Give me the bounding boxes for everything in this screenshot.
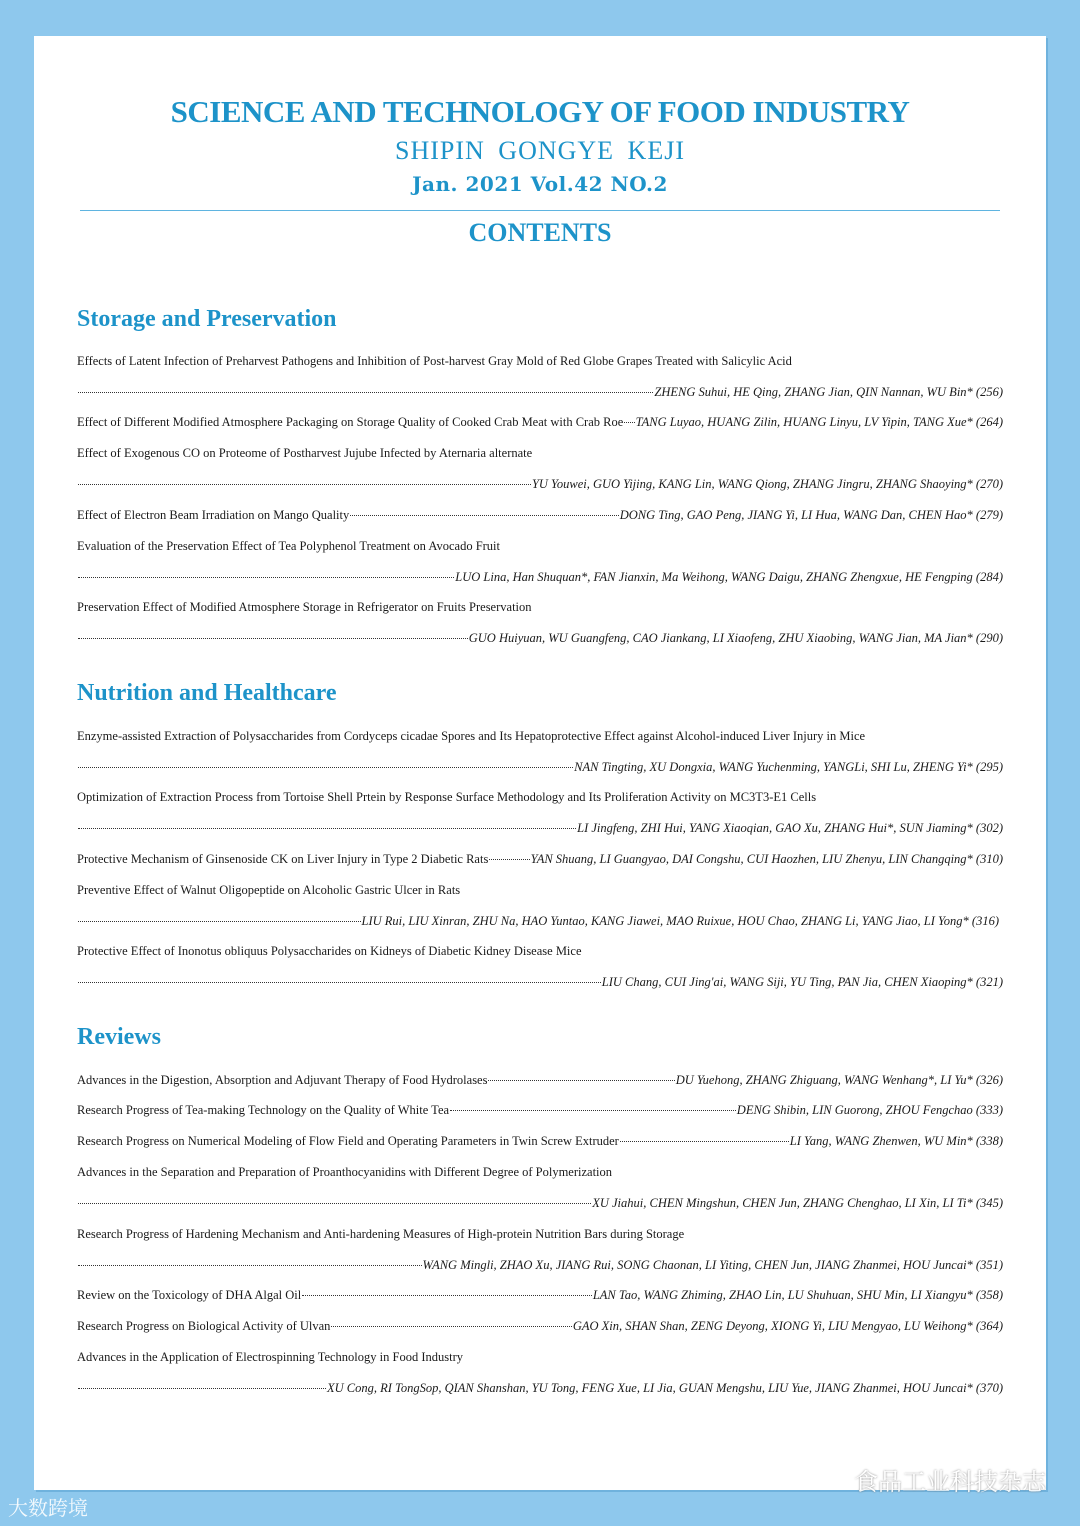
leader-dots: [302, 1294, 592, 1296]
entry-authors: LIU Chang, CUI Jing'ai, WANG Siji, YU Ting, PAN Jia, CHEN Xiaoping* (321): [601, 975, 1003, 989]
leader-dots: [78, 576, 454, 578]
toc-entry[interactable]: [77, 411, 1003, 433]
toc-entry[interactable]: [77, 1223, 1003, 1245]
entry-title: Preservation Effect of Modified Atmosphere Storage in Refrigerator on Fruits Preservation: [77, 600, 532, 614]
leader-dots: [78, 766, 573, 768]
entry-authors: GUO Huiyuan, WU Guangfeng, CAO Jiankang, LI Xiaofeng, ZHU Xiaobing, WANG Jian, MA Jian* (290): [468, 631, 1003, 645]
toc-entry[interactable]: [77, 566, 1003, 588]
entry-authors: LUO Lina, Han Shuquan*, FAN Jianxin, Ma Weihong, WANG Daigu, ZHANG Zhengxue, HE Fengping (284): [455, 570, 1003, 584]
toc-entry[interactable]: [77, 442, 1003, 464]
toc-entry[interactable]: [77, 848, 1003, 870]
entry-authors: XU Cong, RI TongSop, QIAN Shanshan, YU Tong, FENG Xue, LI Jia, GUAN Mengshu, LIU Yue, JIANG Zhanmei, HOU Juncai* (370): [326, 1381, 1003, 1395]
toc-entry[interactable]: [77, 1099, 1003, 1121]
leader-dots: [78, 1202, 591, 1204]
toc-entry[interactable]: [77, 1254, 1003, 1276]
entry-title: Research Progress on Biological Activity of Ulvan: [77, 1319, 331, 1333]
entry-authors: YU Youwei, GUO Yijing, KANG Lin, WANG Qiong, ZHANG Jingru, ZHANG Shaoying* (270): [531, 477, 1003, 491]
entry-authors: LAN Tao, WANG Zhiming, ZHAO Lin, LU Shuhuan, SHU Min, LI Xiangyu* (358): [592, 1288, 1003, 1302]
toc-entry[interactable]: [77, 596, 1003, 618]
toc-entry[interactable]: [77, 1069, 1003, 1091]
leader-dots: [620, 1140, 789, 1142]
toc-entry[interactable]: [77, 504, 1003, 526]
entry-title: Research Progress of Hardening Mechanism and Anti-hardening Measures of High-protein Nutrition Bars during Storage: [77, 1227, 685, 1241]
entry-title: Effect of Different Modified Atmosphere Packaging on Storage Quality of Cooked Crab Meat with Crab Roe: [77, 415, 624, 429]
toc-entry[interactable]: [77, 1192, 1003, 1214]
section-heading-storage: Storage and Preservation: [77, 306, 337, 332]
entry-title: Enzyme-assisted Extraction of Polysaccharides from Cordyceps cicadae Spores and Its Hepatoprotective Effect against Alcohol-induced Liver Injury in Mice: [77, 729, 866, 743]
entry-title: Review on the Toxicology of DHA Algal Oil: [77, 1288, 302, 1302]
entry-title: Protective Effect of Inonotus obliquus Polysaccharides on Kidneys of Diabetic Kidney Disease Mice: [77, 944, 582, 958]
leader-dots: [78, 483, 531, 485]
entry-authors: LI Jingfeng, ZHI Hui, YANG Xiaoqian, GAO Xu, ZHANG Hui*, SUN Jiaming* (302): [577, 821, 1003, 835]
leader-dots: [78, 1387, 326, 1389]
entry-authors: DU Yuehong, ZHANG Zhiguang, WANG Wenhang*, LI Yu* (326): [675, 1073, 1003, 1087]
wechat-account-watermark: 食品工业科技杂志: [854, 1468, 1046, 1496]
toc-entry[interactable]: [77, 971, 1003, 993]
toc-entry[interactable]: [77, 535, 1003, 557]
entry-title: Effect of Exogenous CO on Proteome of Postharvest Jujube Infected by Aternaria alternate: [77, 446, 533, 460]
journal-subtitle: SHIPIN GONGYE KEJI: [395, 136, 685, 165]
entry-title: Protective Mechanism of Ginsenoside CK on Liver Injury in Type 2 Diabetic Rats: [77, 852, 489, 866]
contents-page: [34, 36, 1046, 1490]
site-logo-watermark: 大数跨境: [8, 1496, 88, 1520]
toc-entry[interactable]: [77, 1284, 1003, 1306]
leader-dots: [78, 637, 468, 639]
entry-title: Advances in the Separation and Preparation of Proanthocyanidins with Different Degree of Polymerization: [77, 1165, 613, 1179]
entry-title: Preventive Effect of Walnut Oligopeptide on Alcoholic Gastric Ulcer in Rats: [77, 883, 461, 897]
issue-info: Jan. 2021 Vol.42 NO.2: [412, 172, 668, 196]
toc-entry[interactable]: [77, 1161, 1003, 1183]
toc-entry[interactable]: [77, 627, 1003, 649]
toc-entry[interactable]: [77, 1315, 1003, 1337]
wechat-icon: [780, 1462, 816, 1488]
toc-entry[interactable]: [77, 381, 1003, 403]
entry-authors: YAN Shuang, LI Guangyao, DAI Congshu, CUI Haozhen, LIU Zhenyu, LIN Changqing* (310): [530, 852, 1003, 866]
toc-entry[interactable]: [77, 879, 1003, 901]
entry-authors: NAN Tingting, XU Dongxia, WANG Yuchenming, YANGLi, SHI Lu, ZHENG Yi* (295): [574, 760, 1003, 774]
leader-dots: [78, 981, 601, 983]
section-heading-nutrition: Nutrition and Healthcare: [77, 680, 337, 706]
toc-entry[interactable]: [77, 350, 1003, 372]
contents-heading: CONTENTS: [468, 218, 612, 247]
header-divider: [80, 210, 1000, 211]
entry-authors: DENG Shibin, LIN Guorong, ZHOU Fengchao (333): [736, 1103, 1003, 1117]
entry-title: Evaluation of the Preservation Effect of Tea Polyphenol Treatment on Avocado Fruit: [77, 539, 500, 553]
entry-authors: XU Jiahui, CHEN Mingshun, CHEN Jun, ZHANG Chenghao, LI Xin, LI Ti* (345): [592, 1196, 1003, 1210]
toc-entry[interactable]: [77, 725, 1003, 747]
toc-entry[interactable]: [77, 910, 999, 932]
entry-authors: TANG Luyao, HUANG Zilin, HUANG Linyu, LV Yipin, TANG Xue* (264): [635, 415, 1003, 429]
entry-title: Research Progress of Tea-making Technology on the Quality of White Tea: [77, 1103, 450, 1117]
entry-title: Effect of Electron Beam Irradiation on Mango Quality: [77, 508, 350, 522]
section-heading-reviews: Reviews: [77, 1024, 161, 1050]
leader-dots: [78, 391, 653, 393]
entry-authors: DONG Ting, GAO Peng, JIANG Yi, LI Hua, WANG Dan, CHEN Hao* (279): [619, 508, 1003, 522]
toc-entry[interactable]: [77, 1377, 1003, 1399]
toc-entry[interactable]: [77, 756, 1003, 778]
leader-dots: [78, 827, 576, 829]
entry-title: Advances in the Application of Electrospinning Technology in Food Industry: [77, 1350, 463, 1364]
toc-entry[interactable]: [77, 786, 1003, 808]
leader-dots: [488, 1079, 674, 1081]
entry-title: Advances in the Digestion, Absorption and Adjuvant Therapy of Food Hydrolases: [77, 1073, 488, 1087]
toc-entry[interactable]: [77, 817, 1003, 839]
entry-authors: ZHENG Suhui, HE Qing, ZHANG Jian, QIN Nannan, WU Bin* (256): [654, 385, 1003, 399]
entry-title: Effects of Latent Infection of Preharvest Pathogens and Inhibition of Post-harvest Gray Mold of Red Globe Grapes Treated with Salicylic Acid: [77, 354, 792, 368]
leader-dots: [350, 514, 618, 516]
leader-dots: [489, 858, 529, 860]
leader-dots: [450, 1109, 736, 1111]
toc-entry[interactable]: [77, 473, 1003, 495]
leader-dots: [331, 1325, 571, 1327]
entry-authors: GAO Xin, SHAN Shan, ZENG Deyong, XIONG Yi, LIU Mengyao, LU Weihong* (364): [572, 1319, 1003, 1333]
journal-title: SCIENCE AND TECHNOLOGY OF FOOD INDUSTRY: [170, 94, 910, 129]
entry-authors: WANG Mingli, ZHAO Xu, JIANG Rui, SONG Chaonan, LI Yiting, CHEN Jun, JIANG Zhanmei, HOU Juncai* (351): [422, 1258, 1003, 1272]
entry-title: Research Progress on Numerical Modeling of Flow Field and Operating Parameters in Twin Screw Extruder: [77, 1134, 619, 1148]
toc-entry[interactable]: [77, 1130, 1003, 1152]
entry-authors: LIU Rui, LIU Xinran, ZHU Na, HAO Yuntao, KANG Jiawei, MAO Ruixue, HOU Chao, ZHANG Li, YANG Jiao, LI Yong* (316): [361, 914, 999, 928]
entry-authors: LI Yang, WANG Zhenwen, WU Min* (338): [789, 1134, 1003, 1148]
leader-dots: [78, 1264, 422, 1266]
entry-title: Optimization of Extraction Process from Tortoise Shell Prtein by Response Surface Methodology and Its Proliferation Activity on MC3T3-E1 Cells: [77, 790, 817, 804]
leader-dots: [624, 421, 634, 423]
leader-dots: [78, 920, 361, 922]
toc-entry[interactable]: [77, 1346, 1003, 1368]
toc-entry[interactable]: [77, 940, 1003, 962]
